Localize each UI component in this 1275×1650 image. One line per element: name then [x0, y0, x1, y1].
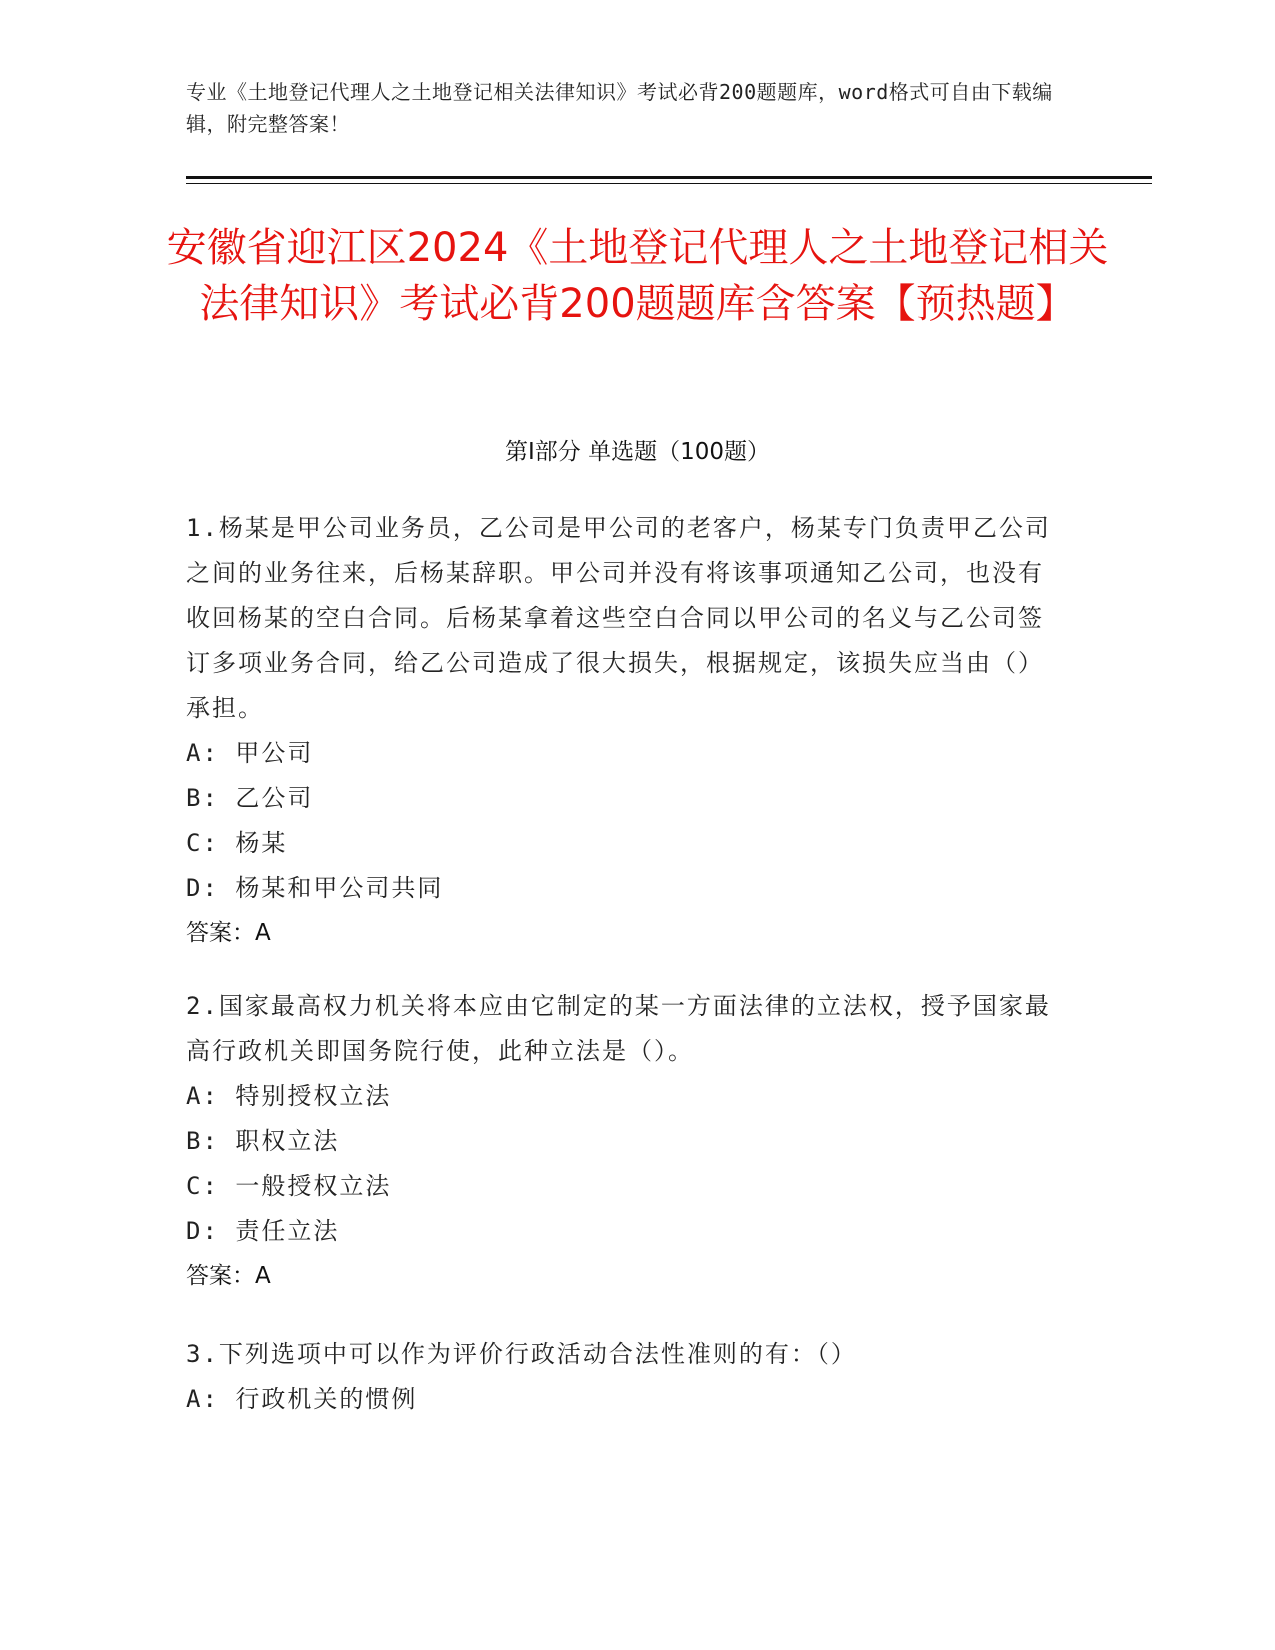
option-d: D: 杨某和甲公司共同	[186, 874, 444, 902]
question-stem: 3.下列选项中可以作为评价行政活动合法性准则的有：（）	[186, 1340, 857, 1368]
header-divider-thick	[186, 176, 1152, 179]
question-3	[186, 1332, 1066, 1422]
question-1	[186, 506, 1066, 956]
section-title: 第Ⅰ部分 单选题（100题）	[505, 439, 770, 465]
header-divider-thin	[186, 183, 1152, 184]
option-a: A: 行政机关的惯例	[186, 1385, 418, 1413]
question-stem: 2.国家最高权力机关将本应由它制定的某一方面法律的立法权，授予国家最高行政机关即国务院行使，此种立法是（）。	[186, 992, 1051, 1065]
option-d: D: 责任立法	[186, 1217, 340, 1245]
answer: 答案：A	[186, 1263, 271, 1289]
option-c: C: 杨某	[186, 829, 288, 857]
question-stem: 1.杨某是甲公司业务员，乙公司是甲公司的老客户，杨某专门负责甲乙公司之间的业务往来，后杨某辞职。甲公司并没有将该事项通知乙公司，也没有收回杨某的空白合同。后杨某拿着这些空白合同以甲公司的名义与乙公司签订多项业务合同，给乙公司造成了很大损失，根据规定，该损失应当由（）承担。	[186, 514, 1051, 722]
option-b: B: 职权立法	[186, 1127, 340, 1155]
option-c: C: 一般授权立法	[186, 1172, 392, 1200]
question-2	[186, 984, 1066, 1299]
option-a: A: 特别授权立法	[186, 1082, 392, 1110]
document-title: 安徽省迎江区2024《土地登记代理人之土地登记相关法律知识》考试必背200题题库含答案【预热题】	[166, 225, 1109, 327]
answer: 答案：A	[186, 920, 271, 946]
option-b: B: 乙公司	[186, 784, 314, 812]
option-a: A: 甲公司	[186, 739, 314, 767]
header-note: 专业《土地登记代理人之土地登记相关法律知识》考试必背200题题库，word格式可自由下载编辑，附完整答案！	[186, 80, 1053, 136]
